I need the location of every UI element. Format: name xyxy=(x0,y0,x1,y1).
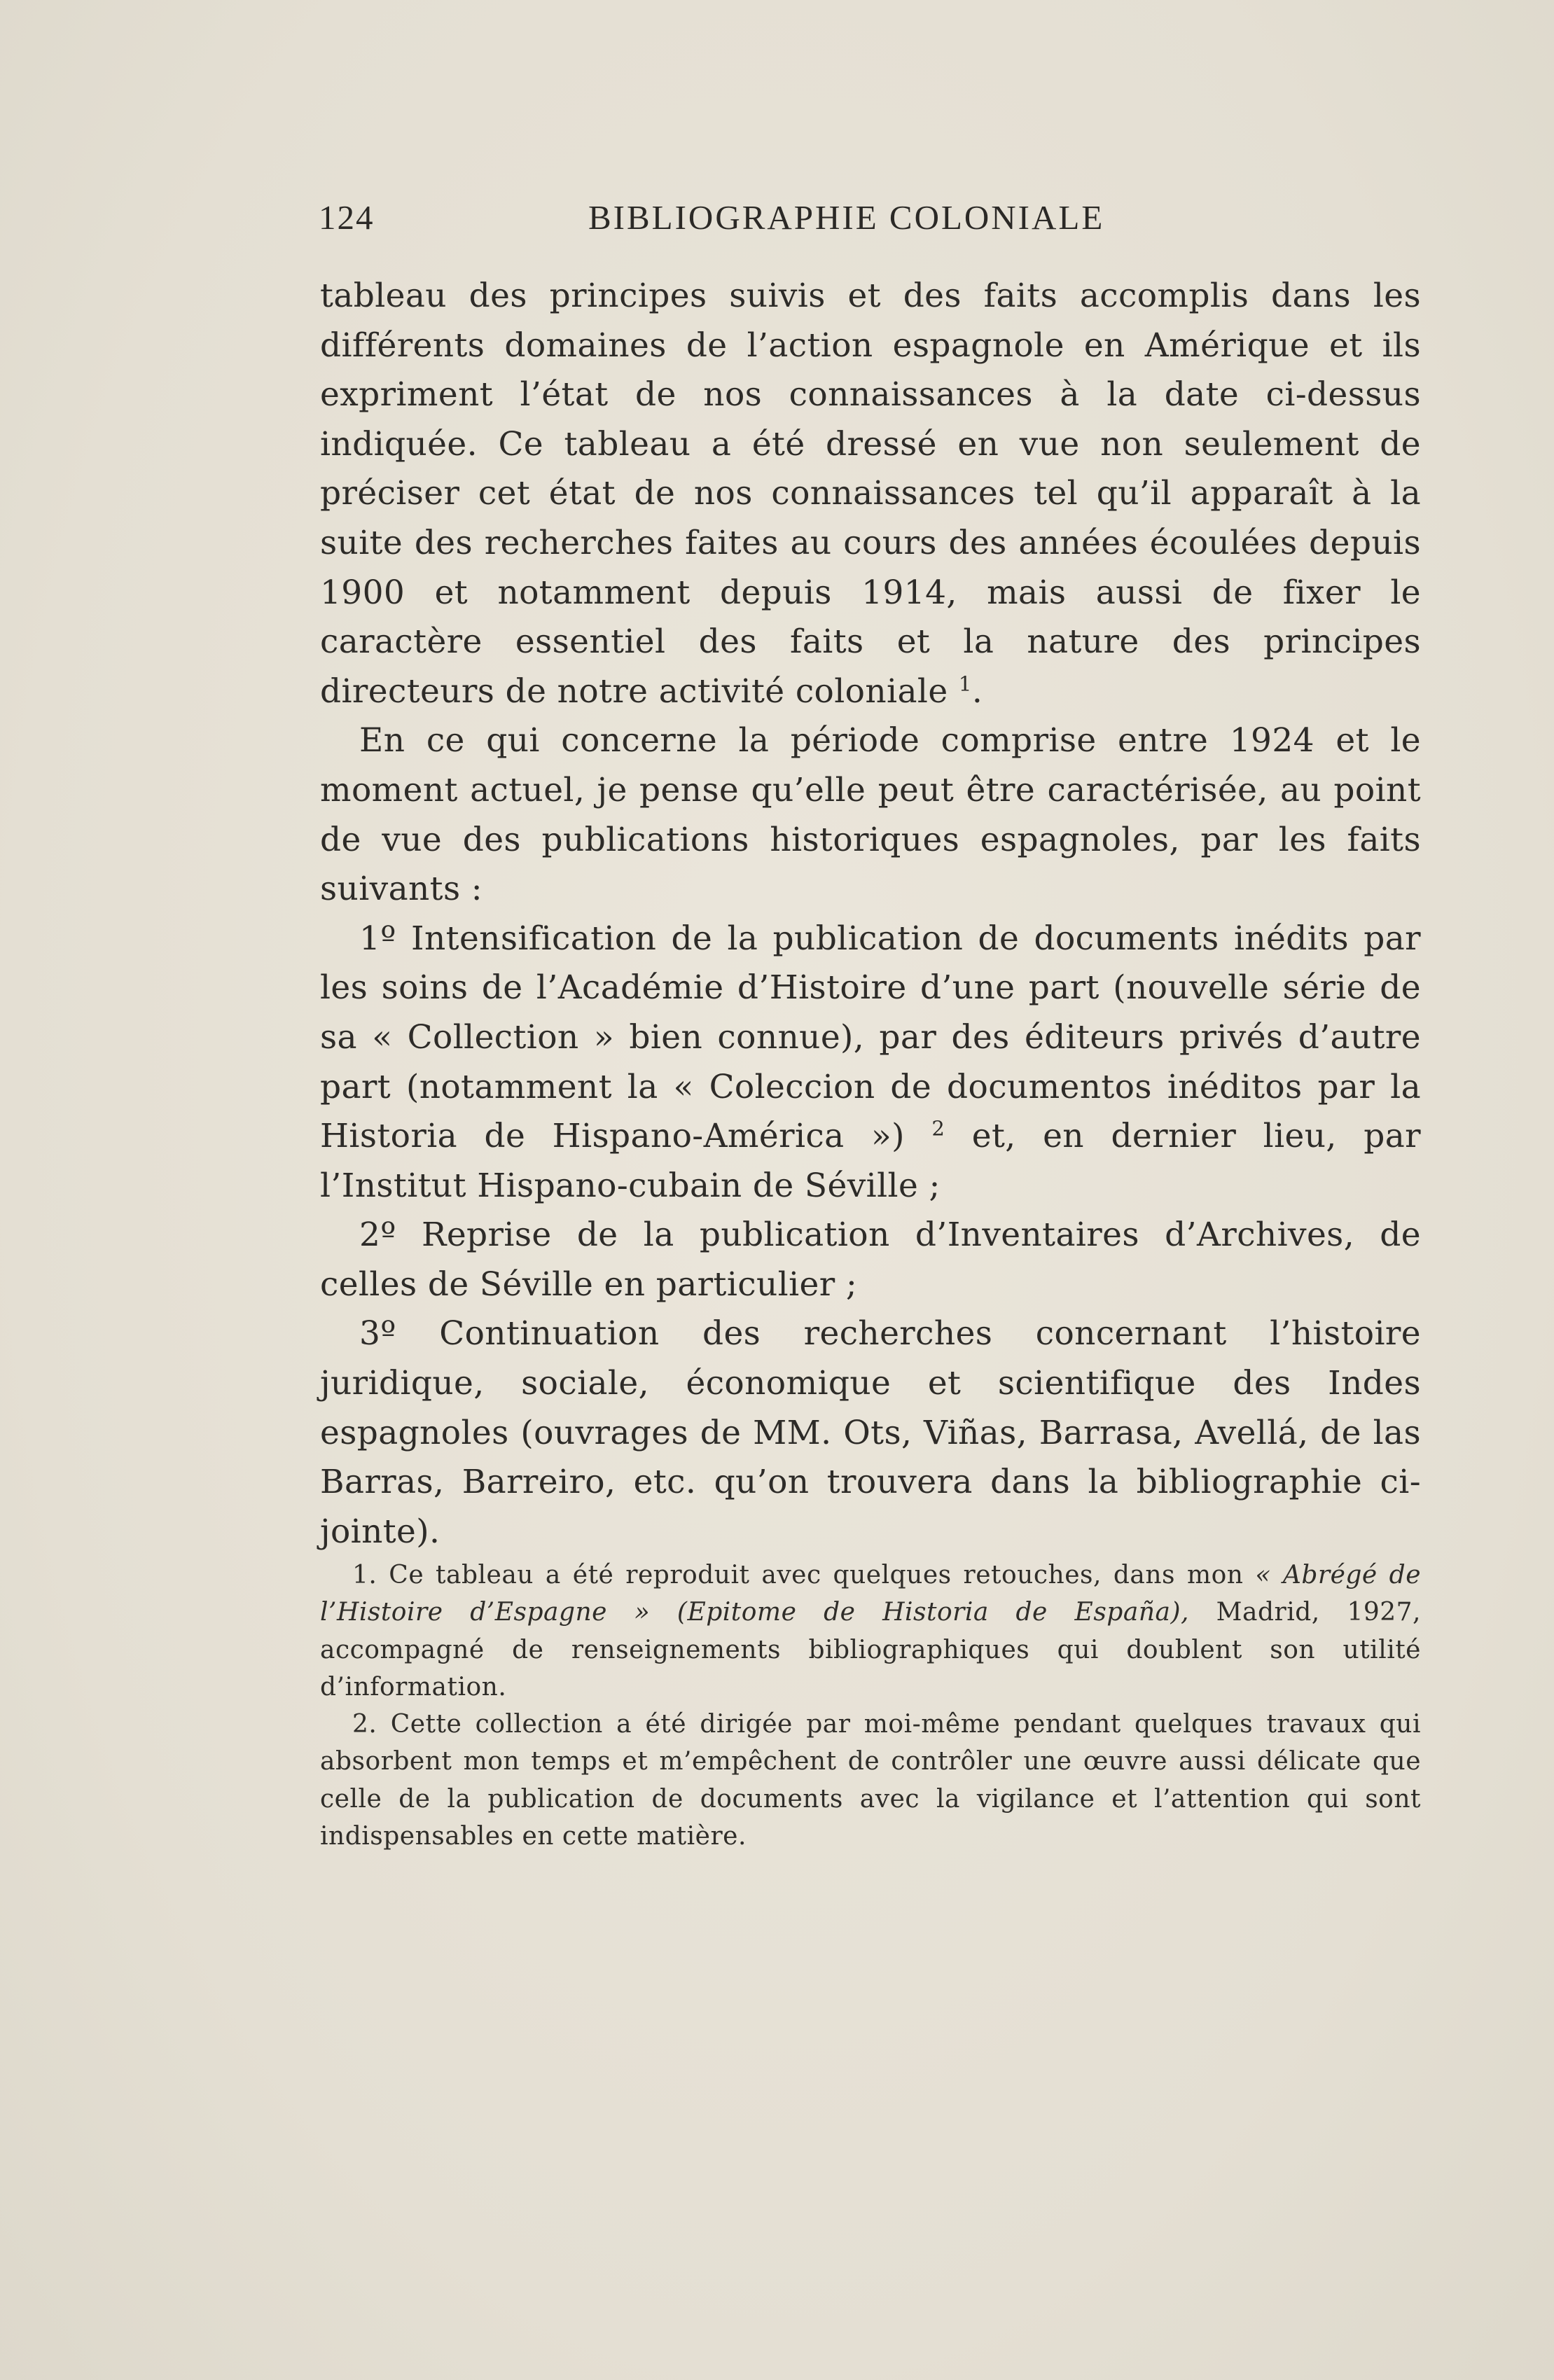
footnote-2: 2. Cette collection a été dirigée par moi-même pendant quelques travaux qui absorbent mon temps et m’empêchent de contrôler une œuvre aussi délicate que celle de la publication de documents avec la vigilance et l’attention qui sont indispensables en cette matière. xyxy=(320,1710,1421,1851)
page-header xyxy=(319,197,1418,239)
footnote-1-title: « Abrégé de l’Histoire d’Espagne » (Epitome de Historia de España), xyxy=(320,1561,1421,1627)
main-text xyxy=(320,272,1421,1557)
footnote-ref-1: 1 xyxy=(958,671,972,696)
paragraph-1 xyxy=(320,272,1421,716)
paragraph-5: 3º Continuation des recherches concernant l’histoire juridique, sociale, économique et scientifique des Indes espagnoles (ouvrages de MM. Ots, Viñas, Barrasa, Avellá, de las Barras, Barreiro, etc. qu’on trouvera dans la bibliographie ci-jointe). xyxy=(320,1314,1421,1551)
page-number: 124 xyxy=(319,198,375,237)
footnotes xyxy=(320,1557,1421,1855)
paragraph-3-text-b: et, en dernier lieu, par l’Institut Hispano-cubain de Séville ; xyxy=(320,1117,1421,1205)
paragraph-3-text-a: 1º Intensification de la publication de documents inédits par les soins de l’Académie d’Histoire d’une part (nouvelle série de sa « Collection » bien connue), par des éditeurs privés d’autre part (notamment la « Coleccion de documentos inéditos par la Historia de Hispano-América ») xyxy=(320,919,1421,1156)
paragraph-1-text: tableau des principes suivis et des faits accomplis dans les différents domaines de l’action espagnole en Amérique et ils expriment l’état de nos connaissances à la date ci-dessus indiquée. Ce tableau a été dressé en vue non seulement de préciser cet état de nos connaissances tel qu’il apparaît à la suite des recherches faites au cours des années écoulées depuis 1900 et notamment depuis 1914, mais aussi de fixer le caractère essentiel des faits et la nature des principes directeurs de notre activité coloniale xyxy=(320,277,1421,711)
paragraph-1-end: . xyxy=(971,671,983,711)
paragraph-4: 2º Reprise de la publication d’Inventaires d’Archives, de celles de Séville en particulier ; xyxy=(320,1216,1421,1304)
footnote-1-text-b: Madrid, 1927, accompagné de renseignements bibliographiques qui doublent son utilité d’information. xyxy=(320,1598,1421,1702)
paragraph-2: En ce qui concerne la période comprise entre 1924 et le moment actuel, je pense qu’elle peut être caractérisée, au point de vue des publications historiques espagnoles, par les faits suivants : xyxy=(320,721,1421,909)
footnote-1-text-a: 1. Ce tableau a été reproduit avec quelques retouches, dans mon xyxy=(352,1561,1256,1589)
footnote-ref-2: 2 xyxy=(931,1116,945,1141)
paragraph-3 xyxy=(320,914,1421,1211)
footnote-1 xyxy=(320,1557,1421,1706)
running-title: BIBLIOGRAPHIE COLONIALE xyxy=(588,198,1105,237)
